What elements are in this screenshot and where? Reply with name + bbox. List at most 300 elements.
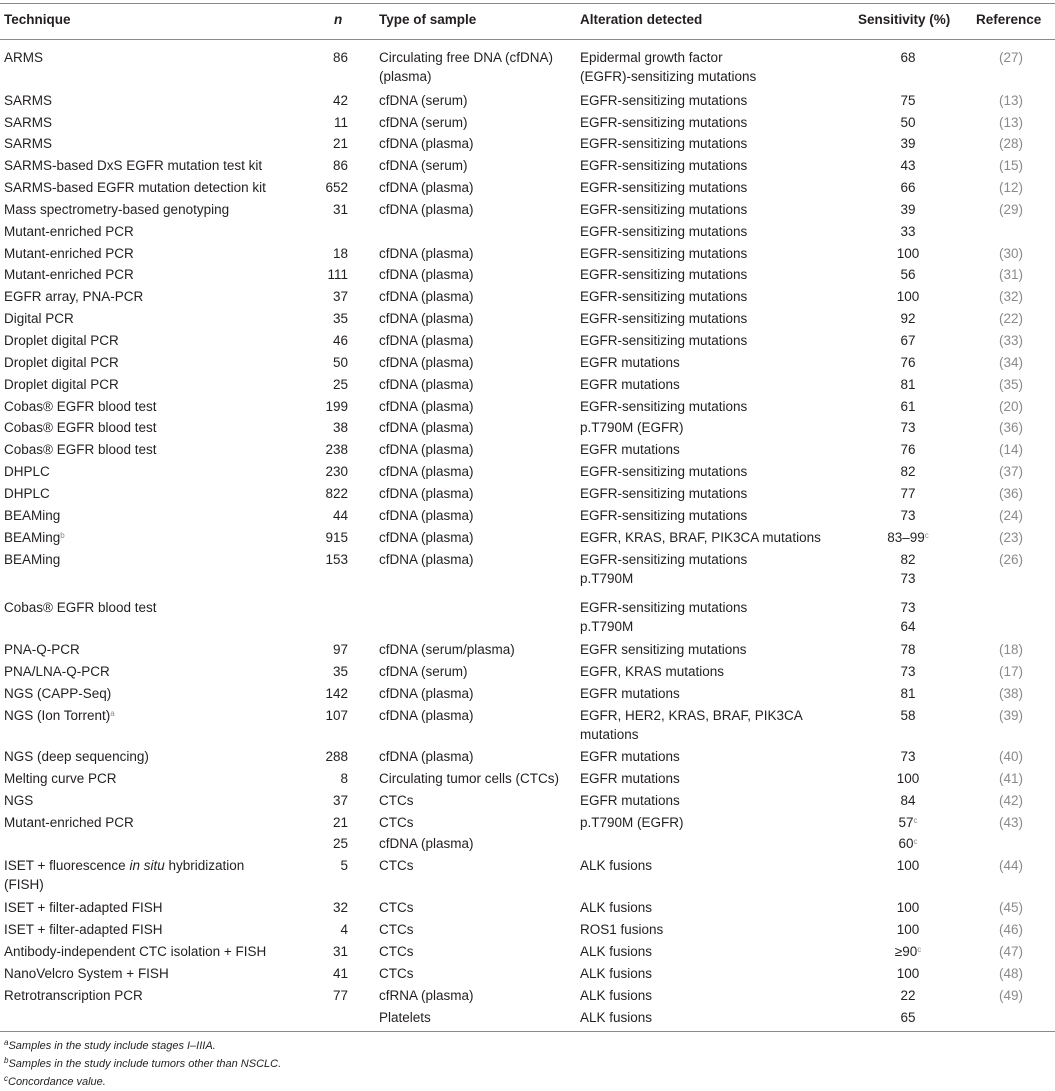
cell-alteration-line: EGFR-sensitizing mutations <box>580 486 748 501</box>
cell-reference: (46) <box>998 922 1023 937</box>
cell-sensitivity <box>840 134 976 153</box>
cell-technique: Melting curve PCR <box>4 771 117 786</box>
cell-sensitivity-line: 92 <box>900 311 916 326</box>
cell-sensitivity <box>840 91 976 110</box>
cell-reference: (28) <box>998 136 1023 151</box>
footnote-marker: b <box>60 531 65 540</box>
cell-alteration-line: EGFR mutations <box>580 771 680 786</box>
cell-sample-line: CTCs <box>379 944 414 959</box>
cell-alteration <box>580 813 830 832</box>
cell-reference: (22) <box>998 311 1023 326</box>
cell-reference: (47) <box>998 944 1023 959</box>
cell-sensitivity <box>840 706 976 725</box>
cell-sensitivity-line: 57$^c$ <box>898 815 918 830</box>
cell-alteration <box>580 942 830 961</box>
cell-technique: EGFR array, PNA-PCR <box>4 289 144 304</box>
cell-sample-line: cfDNA (plasma) <box>379 136 474 151</box>
cell-sample <box>379 747 579 766</box>
cell-alteration <box>580 134 830 153</box>
cell-sensitivity <box>840 769 976 788</box>
cell-reference: (31) <box>998 267 1023 282</box>
cell-sample <box>379 791 579 810</box>
footnote <box>4 1058 281 1070</box>
cell-sample-line: cfDNA (plasma) <box>379 686 474 701</box>
cell-alteration-line: ROS1 fusions <box>580 922 664 937</box>
cell-sensitivity-line: 43 <box>900 158 916 173</box>
cell-n: 86 <box>332 158 348 173</box>
cell-n: 86 <box>332 50 348 65</box>
header-sensitivity: Sensitivity (%) <box>858 12 951 27</box>
footnote-marker: a <box>110 709 115 718</box>
cell-alteration <box>580 506 830 525</box>
cell-sensitivity <box>840 942 976 961</box>
footnote-marker: c <box>4 1074 8 1083</box>
cell-sample <box>379 418 579 437</box>
cell-sample-line: CTCs <box>379 793 414 808</box>
cell-sensitivity-line: 65 <box>900 1010 916 1025</box>
header-rule <box>0 39 1055 40</box>
cell-sample-line: cfDNA (plasma) <box>379 464 474 479</box>
cell-n: 77 <box>332 988 348 1003</box>
cell-n: 25 <box>332 377 348 392</box>
cell-alteration <box>580 418 830 437</box>
cell-sample-line: CTCs <box>379 815 414 830</box>
cell-technique: BEAMing <box>4 552 61 567</box>
cell-sample-line: Circulating free DNA (cfDNA) <box>379 50 554 65</box>
cell-sample <box>379 898 579 917</box>
table-bottom-rule <box>0 1031 1055 1032</box>
cell-sensitivity <box>840 684 976 703</box>
cell-sample <box>379 813 579 832</box>
cell-sensitivity <box>840 834 976 853</box>
cell-sensitivity-line: 73 <box>900 420 916 435</box>
cell-technique: PNA/LNA-Q-PCR <box>4 664 110 679</box>
cell-sample-line: (plasma) <box>379 69 432 84</box>
cell-sample <box>379 156 579 175</box>
cell-sample <box>379 964 579 983</box>
cell-sample-line: cfDNA (serum/plasma) <box>379 642 515 657</box>
cell-sample-line: cfDNA (plasma) <box>379 311 474 326</box>
cell-sample-line: cfDNA (plasma) <box>379 749 474 764</box>
cell-sample <box>379 942 579 961</box>
cell-sample-line: cfDNA (plasma) <box>379 377 474 392</box>
cell-alteration <box>580 91 830 110</box>
cell-sample <box>379 550 579 569</box>
cell-sample <box>379 265 579 284</box>
cell-n: 41 <box>332 966 348 981</box>
cell-n: 35 <box>332 311 348 326</box>
cell-sample-line: CTCs <box>379 858 414 873</box>
cell-sensitivity-line: 77 <box>900 486 916 501</box>
cell-alteration-line: ALK fusions <box>580 858 653 873</box>
cell-sensitivity-line: 76 <box>900 355 916 370</box>
cell-technique: Droplet digital PCR <box>4 355 119 370</box>
cell-alteration <box>580 244 830 263</box>
cell-technique: SARMS <box>4 93 53 108</box>
cell-technique: SARMS <box>4 136 53 151</box>
cell-sensitivity <box>840 113 976 132</box>
cell-sensitivity-line: 73 <box>900 749 916 764</box>
cell-alteration <box>580 1008 830 1027</box>
cell-sensitivity-line: 68 <box>900 50 916 65</box>
cell-sample <box>379 440 579 459</box>
cell-sample <box>379 528 579 547</box>
cell-sensitivity-line: 58 <box>900 708 916 723</box>
cell-technique: SARMS <box>4 115 53 130</box>
cell-technique: SARMS-based DxS EGFR mutation test kit <box>4 158 263 173</box>
cell-alteration <box>580 156 830 175</box>
cell-n: 4 <box>340 922 348 937</box>
cell-technique: NGS <box>4 793 34 808</box>
cell-sensitivity-line: 50 <box>900 115 916 130</box>
cell-reference: (38) <box>998 686 1023 701</box>
cell-alteration-line: EGFR-sensitizing mutations <box>580 246 748 261</box>
cell-reference: (17) <box>998 664 1023 679</box>
cell-n: 21 <box>332 136 348 151</box>
cell-technique: ARMS <box>4 50 44 65</box>
cell-sample <box>379 706 579 725</box>
cell-sensitivity <box>840 598 976 636</box>
header-sample: Type of sample <box>379 12 477 27</box>
cell-alteration-line: ALK fusions <box>580 944 653 959</box>
cell-sample <box>379 484 579 503</box>
cell-reference: (26) <box>998 552 1023 567</box>
cell-n: 8 <box>340 771 348 786</box>
cell-reference: (49) <box>998 988 1023 1003</box>
cell-sample <box>379 640 579 659</box>
cell-sample <box>379 178 579 197</box>
header-reference: Reference <box>976 12 1042 27</box>
cell-technique: Cobas® EGFR blood test <box>4 442 157 457</box>
cell-reference: (40) <box>998 749 1023 764</box>
cell-sensitivity-line: 39 <box>900 136 916 151</box>
cell-sensitivity <box>840 898 976 917</box>
cell-sensitivity <box>840 265 976 284</box>
header-technique: Technique <box>4 12 71 27</box>
cell-alteration <box>580 287 830 306</box>
cell-sensitivity <box>840 640 976 659</box>
cell-technique: Mass spectrometry-based genotyping <box>4 202 230 217</box>
cell-reference: (27) <box>998 50 1023 65</box>
cell-technique: Droplet digital PCR <box>4 333 119 348</box>
cell-alteration-line: ALK fusions <box>580 966 653 981</box>
cell-sensitivity-line: 100 <box>896 246 920 261</box>
cell-sensitivity-line: 73 <box>900 571 916 586</box>
cell-sensitivity-line: 39 <box>900 202 916 217</box>
cell-sensitivity <box>840 156 976 175</box>
cell-sensitivity-line: 75 <box>900 93 916 108</box>
cell-alteration-line: p.T790M (EGFR) <box>580 420 684 435</box>
cell-sensitivity-line: 100 <box>896 966 920 981</box>
cell-alteration-line: EGFR-sensitizing mutations <box>580 202 748 217</box>
cell-sample-line: cfDNA (plasma) <box>379 333 474 348</box>
cell-sample-line: cfDNA (plasma) <box>379 442 474 457</box>
cell-sensitivity <box>840 813 976 832</box>
cell-n: 142 <box>325 686 348 701</box>
cell-sensitivity <box>840 856 976 875</box>
cell-reference: (12) <box>998 180 1023 195</box>
cell-n: 822 <box>325 486 348 501</box>
cell-technique: Cobas® EGFR blood test <box>4 420 157 435</box>
cell-n: 37 <box>332 793 348 808</box>
cell-alteration-line: EGFR-sensitizing mutations <box>580 464 748 479</box>
cell-reference: (13) <box>998 93 1023 108</box>
cell-sensitivity <box>840 462 976 481</box>
cell-n: 915 <box>325 530 348 545</box>
cell-technique: SARMS-based EGFR mutation detection kit <box>4 180 266 195</box>
cell-sensitivity <box>840 747 976 766</box>
cell-sensitivity-line: $\ge 90^c$ <box>894 944 922 959</box>
cell-sample-line: cfRNA (plasma) <box>379 988 474 1003</box>
cell-sensitivity <box>840 920 976 939</box>
cell-alteration-line: EGFR-sensitizing mutations <box>580 600 748 615</box>
footnote <box>4 1040 216 1052</box>
cell-sensitivity-line: 78 <box>900 642 916 657</box>
cell-reference: (41) <box>998 771 1023 786</box>
cell-sensitivity <box>840 353 976 372</box>
cell-sample <box>379 353 579 372</box>
cell-technique: BEAMing <box>4 508 61 523</box>
cell-technique: Mutant-enriched PCR <box>4 267 134 282</box>
footnote-marker: c <box>924 531 929 540</box>
cell-sample <box>379 244 579 263</box>
cell-alteration-line: p.T790M <box>580 571 634 586</box>
cell-technique: Droplet digital PCR <box>4 377 119 392</box>
cell-sample-line: cfDNA (plasma) <box>379 530 474 545</box>
cell-sample <box>379 200 579 219</box>
cell-alteration <box>580 684 830 703</box>
cell-sample-line: cfDNA (serum) <box>379 93 468 108</box>
cell-alteration-line: EGFR mutations <box>580 749 680 764</box>
cell-n: 652 <box>325 180 348 195</box>
cell-reference: (43) <box>998 815 1023 830</box>
cell-n: 111 <box>327 267 348 282</box>
cell-sample-line: cfDNA (serum) <box>379 115 468 130</box>
cell-n: 107 <box>325 708 348 723</box>
cell-n: 31 <box>332 944 348 959</box>
cell-sample-line: cfDNA (serum) <box>379 158 468 173</box>
cell-technique: Retrotranscription PCR <box>4 988 143 1003</box>
cell-reference: (48) <box>998 966 1023 981</box>
cell-alteration <box>580 178 830 197</box>
cell-sensitivity-line: 84 <box>900 793 916 808</box>
cell-n: 11 <box>333 115 348 130</box>
cell-alteration <box>580 747 830 766</box>
cell-reference: (39) <box>998 708 1023 723</box>
footnote-marker: c <box>913 816 918 825</box>
cell-sensitivity <box>840 200 976 219</box>
cell-n: 97 <box>332 642 348 657</box>
cell-sensitivity-line: 82 <box>900 552 916 567</box>
cell-sensitivity <box>840 331 976 350</box>
cell-technique: Digital PCR <box>4 311 74 326</box>
cell-alteration <box>580 484 830 503</box>
cell-technique: NGS (Ion Torrent)$^a$ <box>4 708 115 723</box>
cell-alteration <box>580 528 830 547</box>
cell-alteration <box>580 462 830 481</box>
cell-alteration <box>580 331 830 350</box>
cell-alteration-line: EGFR-sensitizing mutations <box>580 93 748 108</box>
cell-n: 153 <box>325 552 348 567</box>
cell-alteration-line: EGFR-sensitizing mutations <box>580 508 748 523</box>
cell-alteration-line: EGFR mutations <box>580 442 680 457</box>
cell-n: 25 <box>332 836 348 851</box>
footnote-marker: b <box>4 1056 9 1065</box>
cell-technique: Cobas® EGFR blood test <box>4 399 157 414</box>
cell-alteration-line: EGFR-sensitizing mutations <box>580 267 748 282</box>
cell-reference: (35) <box>998 377 1023 392</box>
cell-alteration <box>580 375 830 394</box>
cell-reference: (15) <box>998 158 1023 173</box>
cell-sensitivity-line: 61 <box>900 399 916 414</box>
cell-alteration-line: EGFR-sensitizing mutations <box>580 552 748 567</box>
footnote-marker: c <box>913 837 918 846</box>
cell-technique: Antibody-independent CTC isolation + FISH <box>4 944 267 959</box>
header-alteration: Alteration detected <box>580 12 703 27</box>
cell-alteration-line: EGFR-sensitizing mutations <box>580 311 748 326</box>
cell-sensitivity-line: 100 <box>896 858 920 873</box>
cell-n: 42 <box>332 93 348 108</box>
cell-alteration-line: EGFR mutations <box>580 377 680 392</box>
header-n: n <box>334 12 343 27</box>
cell-n: 37 <box>332 289 348 304</box>
cell-alteration-line: EGFR, HER2, KRAS, BRAF, PIK3CA <box>580 708 803 723</box>
cell-reference: (37) <box>998 464 1023 479</box>
cell-reference: (32) <box>998 289 1023 304</box>
cell-alteration <box>580 48 830 86</box>
cell-sample-line: Circulating tumor cells (CTCs) <box>379 771 560 786</box>
cell-sample-line: cfDNA (plasma) <box>379 180 474 195</box>
cell-reference: (18) <box>998 642 1023 657</box>
cell-sensitivity-line: 64 <box>900 619 916 634</box>
cell-sample <box>379 309 579 328</box>
cell-alteration <box>580 769 830 788</box>
cell-reference: (29) <box>998 202 1023 217</box>
cell-alteration <box>580 222 830 241</box>
cell-alteration <box>580 353 830 372</box>
cell-sensitivity-line: 73 <box>900 508 916 523</box>
cell-sensitivity <box>840 986 976 1005</box>
cell-alteration <box>580 200 830 219</box>
cell-sensitivity <box>840 550 976 588</box>
cell-alteration <box>580 856 830 875</box>
cell-n: 50 <box>332 355 348 370</box>
cell-alteration-line: ALK fusions <box>580 988 653 1003</box>
cell-alteration-line: p.T790M (EGFR) <box>580 815 684 830</box>
cell-sensitivity <box>840 178 976 197</box>
cell-sensitivity <box>840 244 976 263</box>
cell-alteration-line: p.T790M <box>580 619 634 634</box>
cell-sensitivity <box>840 397 976 416</box>
cell-sample <box>379 684 579 703</box>
cell-alteration-line: EGFR, KRAS mutations <box>580 664 725 679</box>
cell-sample <box>379 113 579 132</box>
cell-n: 288 <box>325 749 348 764</box>
cell-sensitivity-line: 67 <box>900 333 916 348</box>
cell-reference: (45) <box>998 900 1023 915</box>
cell-alteration <box>580 662 830 681</box>
cell-sample-line: CTCs <box>379 922 414 937</box>
cell-technique: NGS (CAPP-Seq) <box>4 686 112 701</box>
cell-sensitivity-line: 76 <box>900 442 916 457</box>
cell-technique: DHPLC <box>4 486 50 501</box>
cell-sensitivity <box>840 418 976 437</box>
cell-sample <box>379 91 579 110</box>
cell-alteration-line: EGFR-sensitizing mutations <box>580 333 748 348</box>
cell-sample <box>379 1008 579 1027</box>
cell-sample-line: cfDNA (plasma) <box>379 836 474 851</box>
cell-sensitivity <box>840 287 976 306</box>
cell-alteration-line: EGFR, KRAS, BRAF, PIK3CA mutations <box>580 530 821 545</box>
cell-reference: (30) <box>998 246 1023 261</box>
footnote <box>4 1076 106 1088</box>
cell-alteration-line: EGFR-sensitizing mutations <box>580 180 748 195</box>
cell-sensitivity-line: 66 <box>900 180 916 195</box>
cell-alteration-line: EGFR sensitizing mutations <box>580 642 747 657</box>
cell-alteration <box>580 113 830 132</box>
cell-sensitivity <box>840 440 976 459</box>
cell-technique: ISET + filter-adapted FISH <box>4 900 163 915</box>
cell-technique: Mutant-enriched PCR <box>4 224 134 239</box>
cell-sensitivity <box>840 222 976 241</box>
footnote-marker: c <box>917 945 922 954</box>
cell-alteration-line: Epidermal growth factor <box>580 50 723 65</box>
cell-alteration <box>580 309 830 328</box>
cell-n: 38 <box>332 420 348 435</box>
cell-sample <box>379 287 579 306</box>
cell-n: 199 <box>325 399 348 414</box>
cell-alteration <box>580 440 830 459</box>
cell-sensitivity-line: 22 <box>900 988 916 1003</box>
cell-sensitivity <box>840 506 976 525</box>
cell-reference: (14) <box>998 442 1023 457</box>
cell-alteration-line: mutations <box>580 727 639 742</box>
cell-sample-line: cfDNA (plasma) <box>379 289 474 304</box>
footnote-text: Concordance value. <box>8 1076 106 1088</box>
cell-n: 18 <box>332 246 348 261</box>
cell-sensitivity <box>840 375 976 394</box>
cell-sample <box>379 769 579 788</box>
cell-sample-line: cfDNA (plasma) <box>379 246 474 261</box>
cell-sensitivity <box>840 528 976 547</box>
cell-reference: (42) <box>998 793 1023 808</box>
cell-sample <box>379 134 579 153</box>
cell-sample <box>379 856 579 875</box>
cell-sample-line: cfDNA (plasma) <box>379 399 474 414</box>
cell-sample-line: Platelets <box>379 1010 431 1025</box>
cell-sample <box>379 986 579 1005</box>
cell-reference: (13) <box>998 115 1023 130</box>
cell-technique-line: (FISH) <box>4 877 44 892</box>
cell-sensitivity <box>840 484 976 503</box>
cell-sample-line: cfDNA (plasma) <box>379 486 474 501</box>
cell-sensitivity <box>840 1008 976 1027</box>
cell-n: 44 <box>332 508 348 523</box>
cell-alteration-line: EGFR mutations <box>580 793 680 808</box>
cell-alteration <box>580 706 830 744</box>
cell-n: 31 <box>332 202 348 217</box>
cell-sensitivity <box>840 309 976 328</box>
cell-technique: NGS (deep sequencing) <box>4 749 149 764</box>
cell-reference: (44) <box>998 858 1023 873</box>
cell-alteration-line: ALK fusions <box>580 900 653 915</box>
footnote-marker: a <box>4 1038 9 1047</box>
footnote-text: Samples in the study include stages I–IIIA. <box>8 1040 216 1052</box>
cell-alteration <box>580 964 830 983</box>
cell-sensitivity-line: 60$^c$ <box>898 836 918 851</box>
cell-alteration <box>580 791 830 810</box>
cell-sample-line: cfDNA (plasma) <box>379 552 474 567</box>
